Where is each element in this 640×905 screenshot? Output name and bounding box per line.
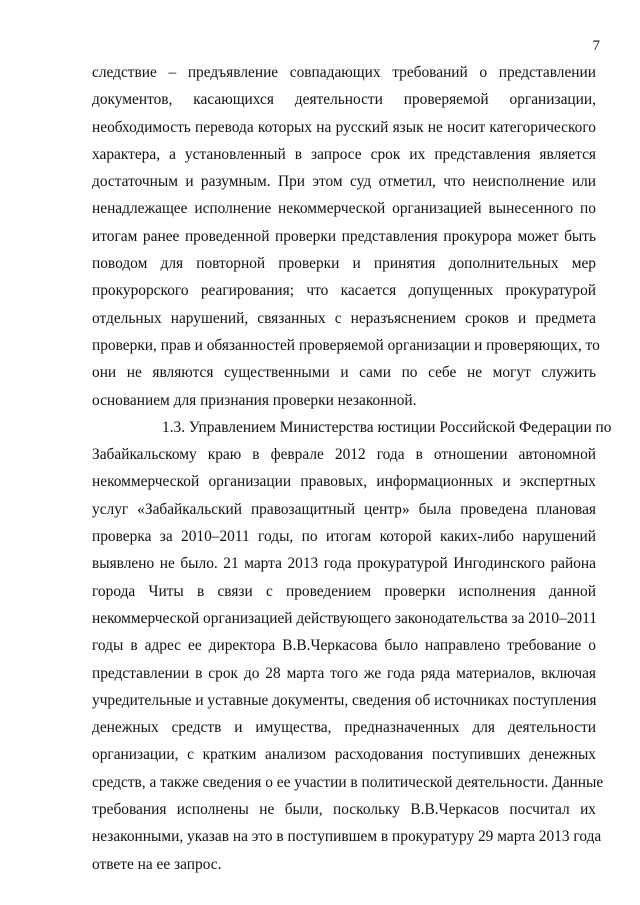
text-line: документов, касающихся деятельности проверяемой организации, <box>92 91 596 109</box>
text-line: годы в адрес ее директора В.В.Черкасова было направлено требование о <box>92 637 596 655</box>
text-line: Забайкальскому краю в феврале 2012 года в отношении автономной <box>92 446 596 464</box>
text-line: проверка за 2010–2011 годы, по итогам которой каких-либо нарушений <box>92 528 596 546</box>
text-line: необходимость перевода которых на русский язык не носит категорического <box>92 118 596 136</box>
text-line: выявлено не было. 21 марта 2013 года прокуратурой Ингодинского района <box>92 555 596 573</box>
text-line: ненадлежащее исполнение некоммерческой организацией вынесенного по <box>92 200 596 218</box>
text-line: незаконными, указав на это в поступившем в прокуратуру 29 марта 2013 года <box>92 828 602 846</box>
text-line: проверки, прав и обязанностей проверяемой организации и проверяющих, то <box>92 336 600 354</box>
text-line: средств, а также сведения о ее участии в политической деятельности. Данные <box>92 773 604 791</box>
paragraph-1 <box>92 59 600 414</box>
text-line: денежных средств и имущества, предназначенных для деятельности <box>92 719 596 737</box>
text-line: поводом для повторной проверки и принятия дополнительных мер <box>92 255 596 273</box>
text-line: характера, а установленный в запросе срок их представления является <box>92 145 596 163</box>
text-line: следствие – предъявление совпадающих требований о представлении <box>92 64 596 81</box>
text-line: учредительные и уставные документы, сведения об источниках поступления <box>92 691 597 709</box>
text-line: ответе на ее запрос. <box>92 855 222 873</box>
text-line: некоммерческой организации правовых, информационных и экспертных <box>92 473 596 491</box>
text-line: услуг «Забайкальский правозащитный центр» была проведена плановая <box>92 500 596 518</box>
text-line: достаточным и разумным. При этом суд отметил, что неисполнение или <box>92 173 596 191</box>
text-line: города Читы в связи с проведением проверки исполнения данной <box>92 582 596 600</box>
text-line: требования исполнены не были, поскольку В.В.Черкасов посчитал их <box>92 801 596 819</box>
paragraph-2 <box>92 414 612 878</box>
body-text <box>92 59 612 878</box>
text-line: некоммерческой организацией действующего законодательства за 2010–2011 <box>92 609 597 627</box>
page-number: 7 <box>592 38 600 54</box>
text-line: они не являются существенными и сами по себе не могут служить <box>92 364 596 382</box>
text-line: итогам ранее проведенной проверки представления прокурора может быть <box>92 227 596 245</box>
text-line: прокурорского реагирования; что касается допущенных прокуратурой <box>92 282 596 300</box>
text-line: отдельных нарушений, связанных с неразъяснением сроков и предмета <box>92 309 596 327</box>
text-line: представлении в срок до 28 марта того же года ряда материалов, включая <box>92 664 596 682</box>
text-line: основанием для признания проверки незаконной. <box>92 391 417 409</box>
text-line: 1.3. Управлением Министерства юстиции Российской Федерации по <box>162 418 612 436</box>
text-line: организации, с кратким анализом расходования поступивших денежных <box>92 746 596 764</box>
